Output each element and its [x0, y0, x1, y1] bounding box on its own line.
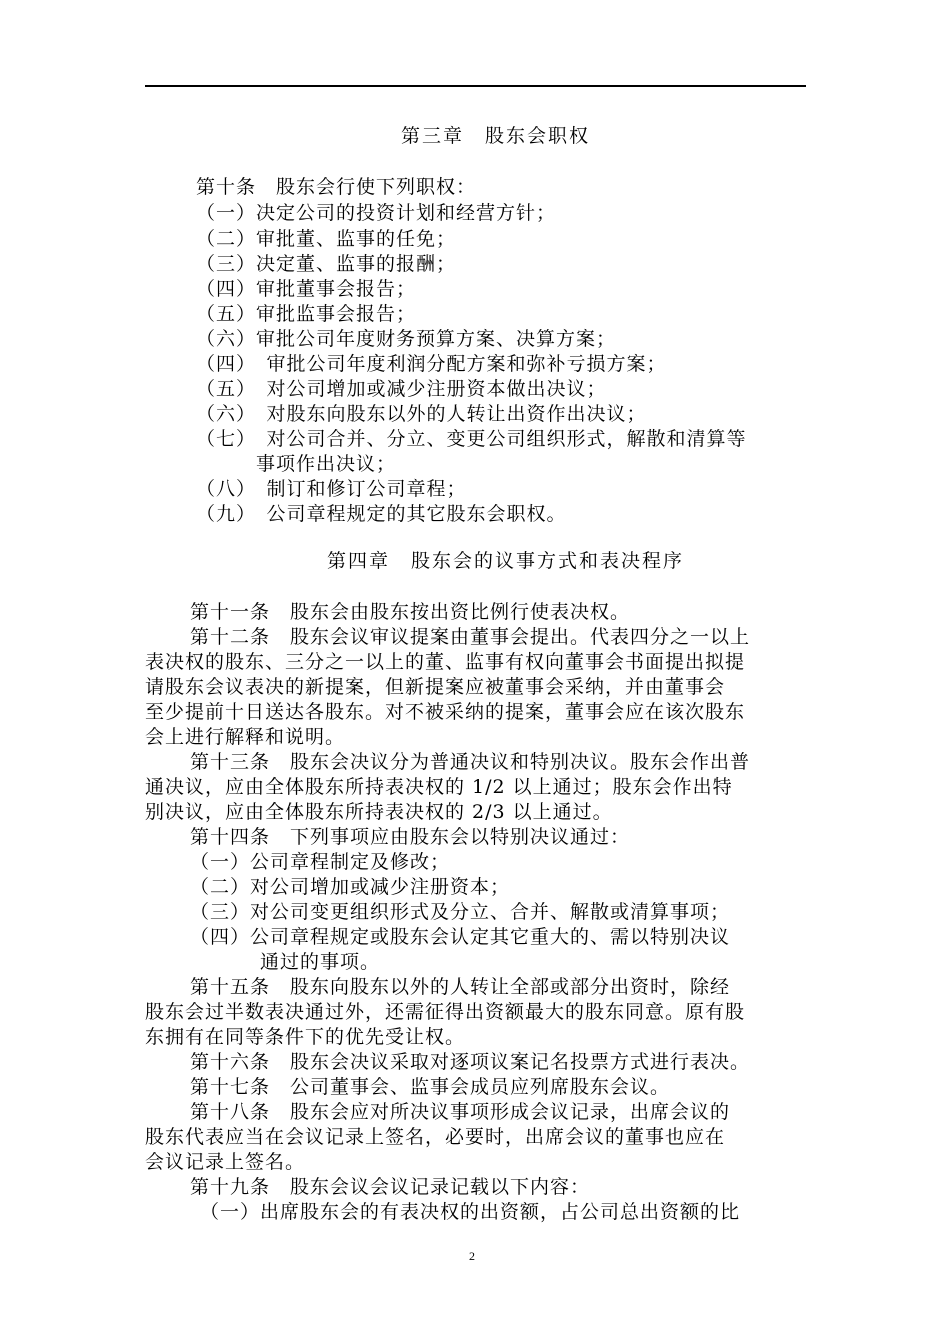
list-item: （四） 审批公司年度利润分配方案和弥补亏损方案； [196, 353, 667, 375]
paragraph-line: 会上进行解释和说明。 [145, 726, 346, 748]
paragraph-line: 至少提前十日送达各股东。对不被采纳的提案，董事会应在该次股东 [145, 701, 746, 723]
paragraph-line: 股东代表应当在会议记录上签名，必要时，出席会议的董事也应在 [145, 1126, 726, 1148]
article-13: 第十三条 股东会决议分为普通决议和特别决议。股东会作出普 [190, 751, 751, 773]
paragraph-line: 会议记录上签名。 [145, 1151, 306, 1173]
list-item: （六） 对股东向股东以外的人转让出资作出决议； [196, 403, 647, 425]
article-17: 第十七条 公司董事会、监事会成员应列席股东会议。 [190, 1076, 671, 1098]
page-number: 2 [469, 1249, 475, 1263]
paragraph-line: 表决权的股东、三分之一以上的董、监事有权向董事会书面提出拟提 [145, 651, 746, 673]
list-item: （六）审批公司年度财务预算方案、决算方案； [196, 328, 617, 350]
article-12: 第十二条 股东会议审议提案由董事会提出。代表四分之一以上 [190, 626, 751, 648]
list-item: （二）对公司增加或减少注册资本； [190, 876, 511, 898]
list-item: （七） 对公司合并、分立、变更公司组织形式，解散和清算等 [196, 428, 747, 450]
list-item: （三）决定董、监事的报酬； [196, 253, 457, 275]
article-19: 第十九条 股东会议会议记录记载以下内容： [190, 1176, 591, 1198]
chapter3-title: 第三章 股东会职权 [401, 125, 591, 147]
list-item: （八） 制订和修订公司章程； [196, 478, 467, 500]
list-item: （三）对公司变更组织形式及分立、合并、解散或清算事项； [190, 901, 731, 923]
paragraph-line: 东拥有在同等条件下的优先受让权。 [145, 1026, 466, 1048]
list-item: （一）决定公司的投资计划和经营方针； [196, 202, 557, 224]
article-18: 第十八条 股东会应对所决议事项形成会议记录，出席会议的 [190, 1101, 731, 1123]
header-rule [145, 85, 806, 87]
list-item: （二）审批董、监事的任免； [196, 228, 457, 250]
list-item: （四）公司章程规定或股东会认定其它重大的、需以特别决议 [190, 926, 731, 948]
list-item: （一）出席股东会的有表决权的出资额，占公司总出资额的比 [200, 1201, 741, 1223]
paragraph-line: 股东会过半数表决通过外，还需征得出资额最大的股东同意。原有股 [145, 1001, 746, 1023]
list-item: （四）审批董事会报告； [196, 278, 417, 300]
article-11: 第十一条 股东会由股东按出资比例行使表决权。 [190, 601, 631, 623]
list-item: （五）审批监事会报告； [196, 303, 417, 325]
article-16: 第十六条 股东会决议采取对逐项议案记名投票方式进行表决。 [190, 1051, 751, 1073]
list-item-continuation: 事项作出决议； [256, 453, 397, 475]
chapter4-title: 第四章 股东会的议事方式和表决程序 [327, 550, 685, 572]
list-item: （九） 公司章程规定的其它股东会职权。 [196, 503, 567, 525]
paragraph-line: 请股东会议表决的新提案，但新提案应被董事会采纳，并由董事会 [145, 676, 726, 698]
paragraph-line: 别决议，应由全体股东所持表决权的 2/3 以上通过。 [145, 801, 613, 823]
article-15: 第十五条 股东向股东以外的人转让全部或部分出资时，除经 [190, 976, 731, 998]
list-item: （五） 对公司增加或减少注册资本做出决议； [196, 378, 607, 400]
article-10: 第十条 股东会行使下列职权： [196, 176, 477, 198]
list-item: （一）公司章程制定及修改； [190, 851, 451, 873]
paragraph-line: 通决议，应由全体股东所持表决权的 1/2 以上通过；股东会作出特 [145, 776, 733, 798]
list-item-continuation: 通过的事项。 [260, 951, 381, 973]
article-14: 第十四条 下列事项应由股东会以特别决议通过： [190, 826, 631, 848]
